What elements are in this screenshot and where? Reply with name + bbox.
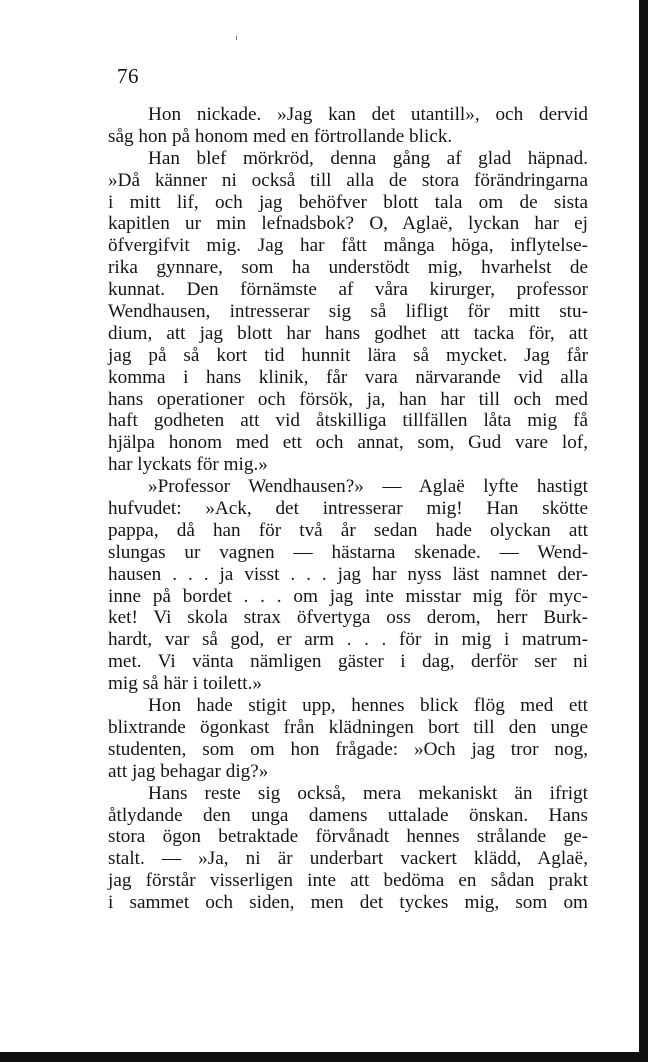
- text-line: att jag behagar dig?»: [108, 760, 269, 782]
- text-line: Wendhausen, intresserar sig så lifligt för mitt stu-: [108, 301, 588, 323]
- text-line: åtlydande den unga damens uttalade önskan. Hans: [108, 804, 588, 826]
- text-line: öfvergifvit mig. Jag har fått många höga, inflytelse-: [108, 235, 588, 257]
- text-line: i sammet och siden, men det tyckes mig, som om: [108, 892, 588, 914]
- text-line: såg hon på honom med en förtrollande blick.: [108, 125, 453, 147]
- text-line: hufvudet: »Ack, det intresserar mig! Han skötte: [108, 498, 588, 520]
- text-line: pappa, då han för två år sedan hade olyckan att: [108, 519, 588, 541]
- text-line: Hans reste sig också, mera mekaniskt än ifrigt: [148, 782, 588, 804]
- scan-mark: [236, 36, 237, 40]
- text-line: hausen . . . ja visst . . . jag har nyss läst namnet der-: [108, 563, 588, 585]
- text-line: hjälpa honom med ett och annat, som, Gud vare lof,: [108, 432, 588, 454]
- text-line: har lyckats för mig.»: [108, 454, 268, 476]
- text-line: Hon hade stigit upp, hennes blick flög med ett: [148, 695, 588, 717]
- text-line: dium, att jag blott har hans godhet att tacka för, att: [108, 322, 588, 344]
- text-line: rika gynnare, som ha understödt mig, hvarhelst de: [108, 257, 588, 279]
- page-edge-right: [639, 0, 648, 1062]
- text-line: haft godheten att vid åtskilliga tillfällen låta mig få: [108, 410, 588, 432]
- text-line: inne på bordet . . . om jag inte misstar mig för myc-: [108, 585, 588, 607]
- text-line: slungas ur vagnen — hästarna skenade. — Wend-: [108, 541, 588, 563]
- text-line: hardt, var så god, er arm . . . för in mig i matrum-: [108, 629, 588, 651]
- text-line: stora ögon betraktade förvånadt hennes strålande ge-: [108, 826, 588, 848]
- text-line: Hon nickade. »Jag kan det utantill», och dervid: [148, 104, 588, 125]
- text-line: studenten, som om hon frågade: »Och jag tror nog,: [108, 738, 588, 760]
- text-line: jag förstår visserligen inte att bedöma en sådan prakt: [108, 870, 588, 892]
- page-edge-bottom: [0, 1052, 648, 1062]
- text-line: stalt. — »Ja, ni är underbart vackert klädd, Aglaë,: [108, 848, 588, 870]
- text-line: jag på så kort tid hunnit lära så mycket. Jag får: [108, 344, 588, 366]
- text-line: komma i hans klinik, får vara närvarande vid alla: [108, 366, 588, 388]
- text-line: kunnat. Den förnämste af våra kirurger, professor: [108, 279, 588, 301]
- text-line: ket! Vi skola strax öfvertyga oss derom, herr Burk-: [108, 607, 588, 629]
- text-line: »Då känner ni också till alla de stora förändringarna: [108, 169, 588, 191]
- text-line: kapitlen ur min lefnadsbok? O, Aglaë, lyckan har ej: [108, 213, 588, 235]
- text-line: i mitt lif, och jag behöfver blott tala om de sista: [108, 191, 588, 213]
- text-line: hans operationer och försök, ja, han har till och med: [108, 388, 588, 410]
- text-line: »Professor Wendhausen?» — Aglaë lyfte hastigt: [148, 476, 588, 498]
- page-number: 76: [117, 64, 139, 88]
- text-line: Han blef mörkröd, denna gång af glad häpnad.: [148, 147, 588, 169]
- text-line: met. Vi vänta nämligen gäster i dag, derför ser ni: [108, 651, 588, 673]
- text-line: mig så här i toilett.»: [108, 673, 263, 695]
- body-text: [108, 104, 588, 914]
- text-line: blixtrande ögonkast från klädningen bort till den unge: [108, 716, 588, 738]
